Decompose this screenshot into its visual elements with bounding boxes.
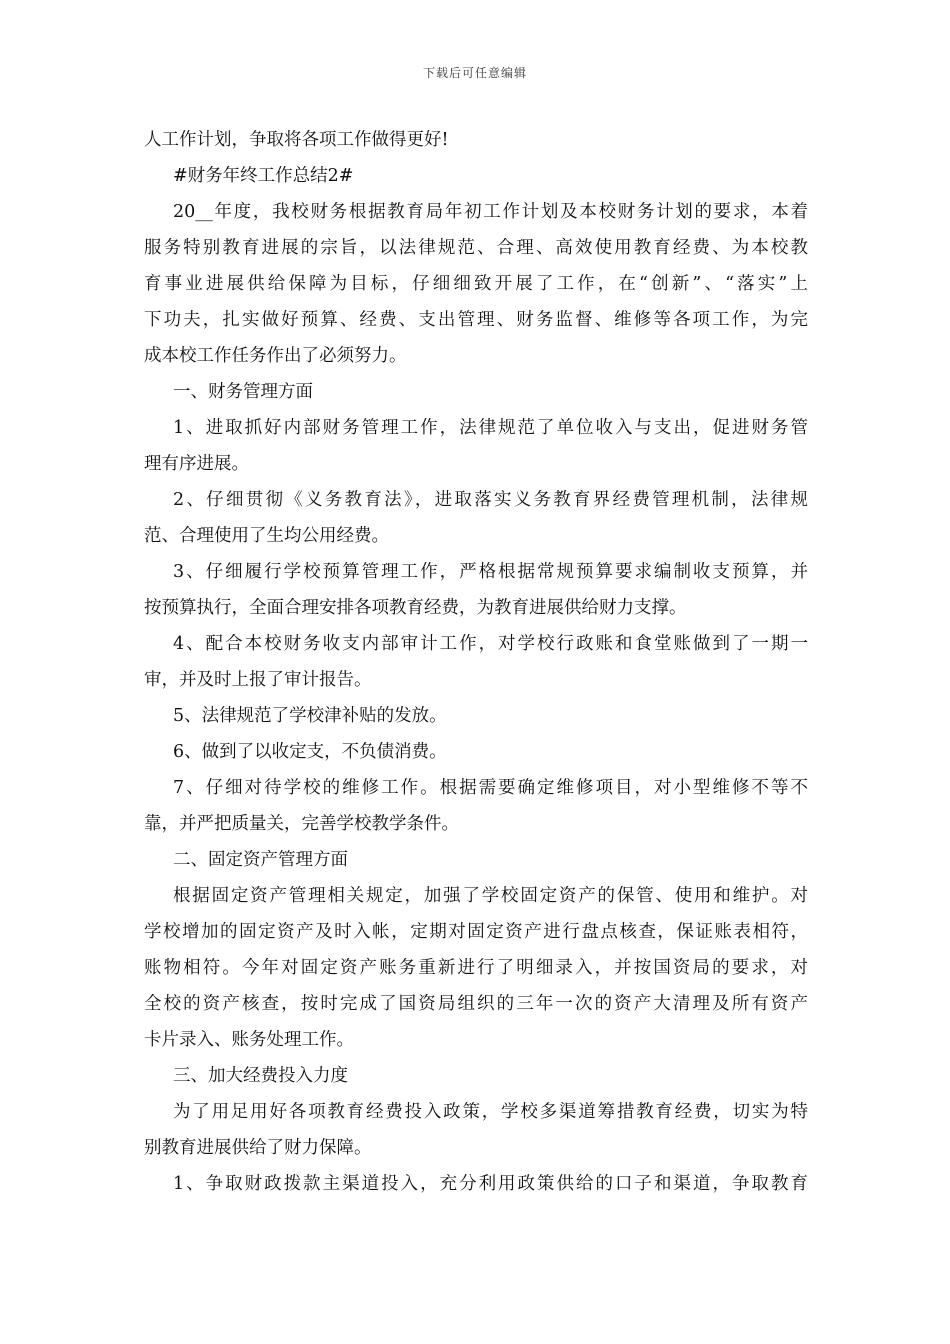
text-line: 根据固定资产管理相关规定，加强了学校固定资产的保管、使用和维护。对 — [173, 886, 808, 906]
text-line: 审，并及时上报了审计报告。 — [144, 670, 372, 690]
text-line: 成本校工作任务作出了必须努力。 — [144, 346, 407, 366]
text-line: 7、仔细对待学校的维修工作。根据需要确定维修项目，对小型维修不等不 — [173, 778, 808, 798]
text-line: 人工作计划，争取将各项工作做得更好! — [144, 130, 449, 150]
text-line: 学校增加的固定资产及时入帐，定期对固定资产进行盘点核查，保证账表相符， — [144, 922, 808, 942]
text-line: 理有序进展。 — [144, 454, 249, 474]
text-line: 三、加大经费投入力度 — [173, 1066, 348, 1086]
text-line: 6、做到了以收定支，不负债消费。 — [173, 742, 447, 762]
text-line: 3、仔细履行学校预算管理工作，严格根据常规预算要求编制收支预算，并 — [173, 562, 808, 582]
text-line: 20__年度，我校财务根据教育局年初工作计划及本校财务计划的要求，本着 — [173, 202, 808, 222]
text-line: 范、合理使用了生均公用经费。 — [144, 526, 389, 546]
text-line: 1、进取抓好内部财务管理工作，法律规范了单位收入与支出，促进财务管 — [173, 418, 808, 438]
text-line: 下功夫，扎实做好预算、经费、支出管理、财务监督、维修等各项工作，为完 — [144, 310, 808, 330]
text-line: 5、法律规范了学校津补贴的发放。 — [173, 706, 447, 726]
text-line: 一、财务管理方面 — [173, 382, 313, 402]
text-line: 育事业进展供给保障为目标，仔细细致开展了工作，在“创新”、“落实”上 — [144, 274, 808, 294]
text-line: 二、固定资产管理方面 — [173, 850, 348, 870]
text-line: #财务年终工作总结2# — [173, 166, 354, 186]
text-line: 账物相符。今年对固定资产账务重新进行了明细录入，并按国资局的要求，对 — [144, 958, 808, 978]
text-line: 别教育进展供给了财力保障。 — [144, 1138, 372, 1158]
text-line: 2、仔细贯彻《义务教育法》，进取落实义务教育界经费管理机制，法律规 — [173, 490, 808, 510]
text-line: 靠，并严把质量关，完善学校教学条件。 — [144, 814, 459, 834]
document-body — [144, 122, 808, 1202]
text-line: 卡片录入、账务处理工作。 — [144, 1030, 354, 1050]
text-line: 全校的资产核查，按时完成了国资局组织的三年一次的资产大清理及所有资产 — [144, 994, 808, 1014]
page-header-note: 下载后可任意编辑 — [422, 66, 527, 80]
text-line: 1、争取财政拨款主渠道投入，充分利用政策供给的口子和渠道，争取教育 — [173, 1174, 808, 1194]
text-line: 4、配合本校财务收支内部审计工作，对学校行政账和食堂账做到了一期一 — [173, 634, 808, 654]
text-line: 按预算执行，全面合理安排各项教育经费，为教育进展供给财力支撑。 — [144, 598, 687, 618]
text-line: 服务特别教育进展的宗旨，以法律规范、合理、高效使用教育经费、为本校教 — [144, 238, 808, 258]
text-line: 为了用足用好各项教育经费投入政策，学校多渠道筹措教育经费，切实为特 — [173, 1102, 808, 1122]
